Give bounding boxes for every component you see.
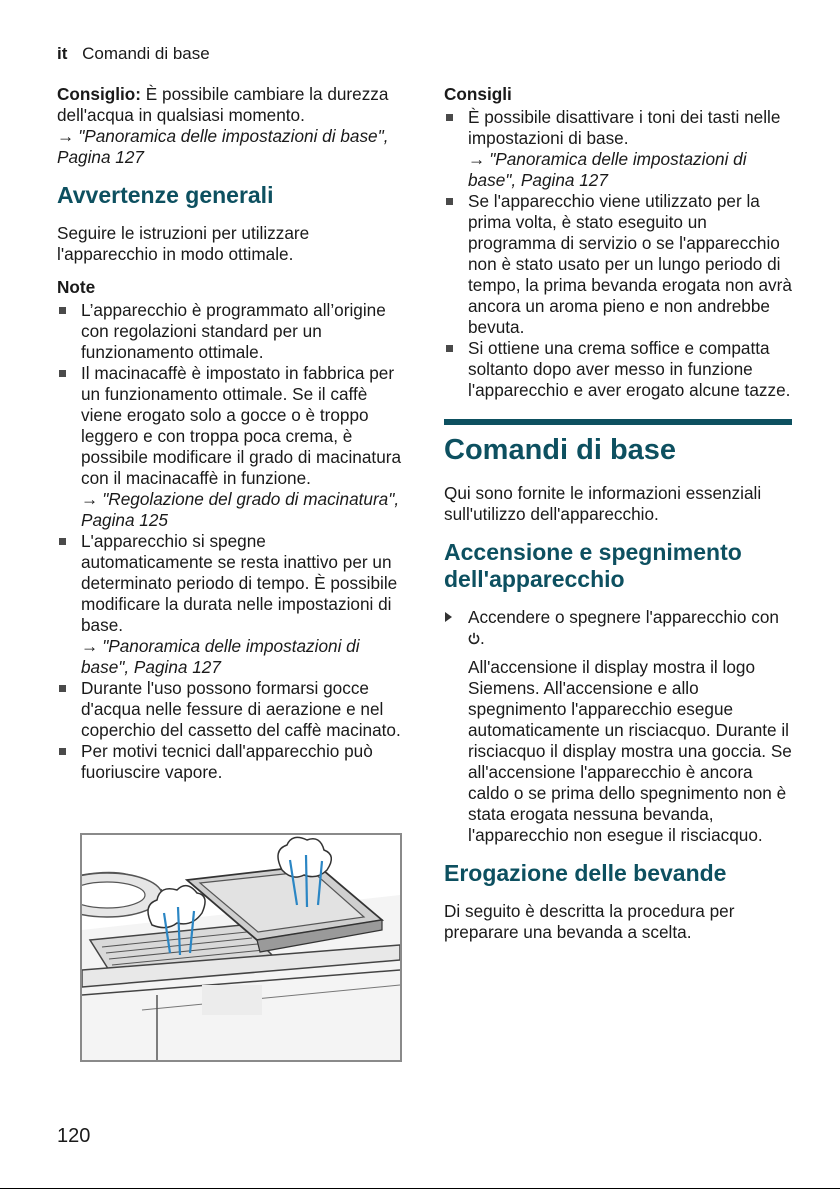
list-item-text: Il macinacaffè è impostato in fabbrica per un funzionamento ottimale. Se il caffè viene erogato solo a gocce o è troppo leggero e con troppa poca crema, è possibile modificare il grado di macinatura con il macinacaffè in funzione. <box>81 363 402 488</box>
coffee-machine-steam-drawing <box>82 835 400 1060</box>
cross-reference-text: "Panoramica delle impostazioni di base", Pagina 127 <box>468 149 747 190</box>
left-column <box>57 84 402 793</box>
intro-paragraph: Seguire le istruzioni per utilizzare l'apparecchio in modo ottimale. <box>57 223 310 264</box>
arrow-right-icon: → <box>81 636 99 656</box>
square-bullet-icon <box>59 748 66 755</box>
cross-reference-text: "Panoramica delle impostazioni di base", Pagina 127 <box>57 126 389 167</box>
tip-paragraph <box>57 84 402 168</box>
heading-basic-operation: Comandi di base <box>444 434 677 466</box>
square-bullet-icon <box>59 538 66 545</box>
list-item-text: Si ottiene una crema soffice e compatta soltanto dopo aver messo in funzione l'apparecchio e aver erogato alcune tazze. <box>468 338 791 400</box>
list-item <box>444 107 792 191</box>
power-icon <box>468 632 480 645</box>
power-description: All'accensione il display mostra il logo Siemens. All'accensione e allo spegnimento l'apparecchio esegue automaticamente un risciacquo. Durante il risciacquo il display mostra una goccia. Se all'accensione l'apparecchio è ancora caldo o se prima dello spegnimento non è stata erogata nessuna bevanda, l'apparecchio non esegue il risciacquo. <box>468 657 792 845</box>
step-arrow-icon <box>445 612 452 622</box>
drinks-intro: Di seguito è descritta la procedura per preparare una bevanda a scelta. <box>444 901 735 942</box>
square-bullet-icon <box>446 114 453 121</box>
list-item-text: Per motivi tecnici dall'apparecchio può fuoriuscire vapore. <box>81 741 373 782</box>
list-item-text: È possibile disattivare i toni dei tasti nelle impostazioni di base. <box>468 107 781 148</box>
square-bullet-icon <box>59 685 66 692</box>
list-item <box>57 363 402 531</box>
notes-label: Note <box>57 277 96 297</box>
list-item <box>57 741 402 783</box>
notes-list <box>57 300 402 783</box>
steam-illustration <box>80 833 402 1062</box>
list-item <box>444 191 792 338</box>
cross-reference-text: "Panoramica delle impostazioni di base", Pagina 127 <box>81 636 360 677</box>
list-item-text: Se l'apparecchio viene utilizzato per la prima volta, è stato eseguito un programma di servizio o se l'apparecchio non è stato usato per un lungo periodo di tempo, la prima bevanda erogata non avrà ancora un aroma pieno e non andrebbe bevuta. <box>468 191 792 337</box>
list-item-text: L’apparecchio è programmato all’origine con regolazioni standard per un funzionamento ottimale. <box>81 300 386 362</box>
list-item <box>57 531 402 678</box>
square-bullet-icon <box>59 307 66 314</box>
arrow-right-icon: → <box>81 489 99 509</box>
tips-label: Consigli <box>444 84 512 104</box>
heading-power-on-off: Accensione e spegnimento dell'apparecchio <box>444 539 742 592</box>
cross-reference[interactable] <box>81 489 399 530</box>
step-text-end: . <box>480 628 485 648</box>
tip-text: È possibile cambiare la durezza dell'acqua in qualsiasi momento. <box>57 84 389 125</box>
main-intro-paragraph: Qui sono fornite le informazioni essenziali sull'utilizzo dell'apparecchio. <box>444 483 762 524</box>
right-column <box>444 84 792 955</box>
square-bullet-icon <box>446 198 453 205</box>
tips-list <box>444 107 792 401</box>
cross-reference[interactable] <box>57 126 388 167</box>
section-title: Comandi di base <box>82 44 210 63</box>
instruction-step <box>444 607 792 649</box>
page-number: 120 <box>57 1125 91 1147</box>
list-item <box>57 678 402 741</box>
square-bullet-icon <box>59 370 66 377</box>
language-code: it <box>57 44 68 63</box>
arrow-right-icon: → <box>468 149 486 169</box>
section-rule <box>444 419 792 425</box>
arrow-right-icon: → <box>57 126 75 146</box>
step-text: Accendere o spegnere l'apparecchio con <box>468 607 779 627</box>
list-item <box>444 338 792 401</box>
list-item-text: Durante l'uso possono formarsi gocce d'acqua nelle fessure di aerazione e nel coperchio del cassetto del caffè macinato. <box>81 678 401 740</box>
list-item-text: L'apparecchio si spegne automaticamente se resta inattivo per un determinato periodo di tempo. È possibile modificare la durata nelle impostazioni di base. <box>81 531 398 635</box>
heading-drinks: Erogazione delle bevande <box>444 860 727 886</box>
list-item <box>57 300 402 363</box>
square-bullet-icon <box>446 345 453 352</box>
running-header <box>57 44 210 64</box>
cross-reference[interactable] <box>81 636 360 677</box>
tip-label: Consiglio: <box>57 84 142 104</box>
footer-rule <box>0 1188 840 1189</box>
cross-reference-text: "Regolazione del grado di macinatura", Pagina 125 <box>81 489 400 530</box>
cross-reference[interactable] <box>468 149 747 190</box>
heading-general-warnings: Avvertenze generali <box>57 182 274 208</box>
